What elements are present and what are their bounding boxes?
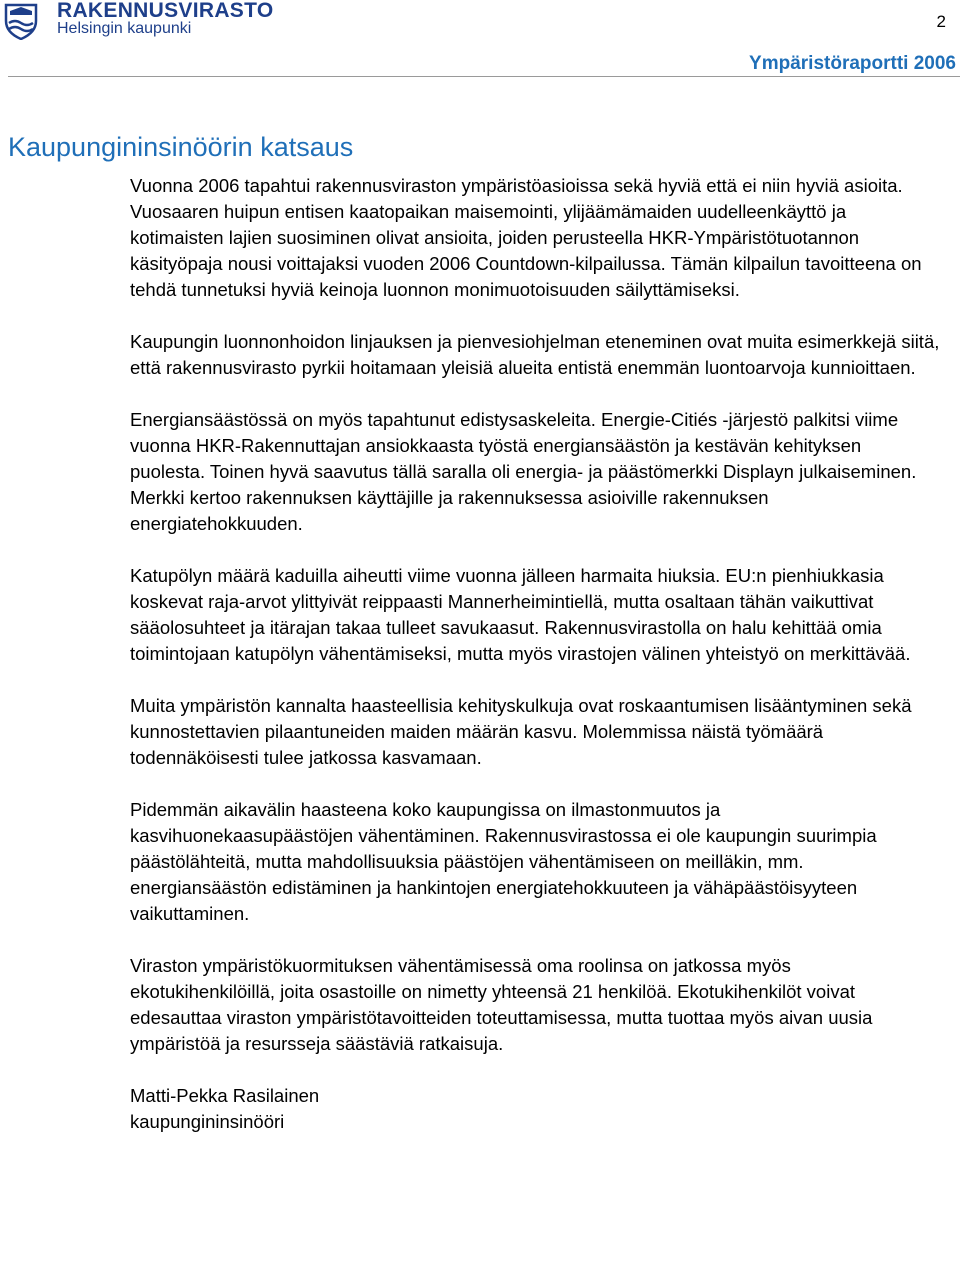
- organization-name: RAKENNUSVIRASTO: [57, 0, 274, 22]
- page-number: 2: [936, 12, 946, 31]
- paragraph: Pidemmän aikavälin haasteena koko kaupungissa on ilmastonmuutos ja kasvihuonekaasupäästöjen vähentäminen. Rakennusvirastossa ei ole kaupungin suurimpia päästölähteitä, mutta mahdollisuuksia päästöjen vähentämiseen on meilläkin, mm. energiansäästön edistäminen ja hankintojen energiatehokkuuteen ja vähäpäästöisyyteen vaikuttaminen.: [130, 799, 877, 924]
- article-body: [130, 173, 940, 1161]
- section-heading: Kaupungininsinöörin katsaus: [8, 132, 354, 162]
- signature-name: Matti-Pekka Rasilainen: [130, 1085, 320, 1106]
- paragraph: Vuonna 2006 tapahtui rakennusviraston ympäristöasioissa sekä hyviä että ei niin hyviä asioita. Vuosaaren huipun entisen kaatopaikan maisemointi, ylijäämämaiden uudelleenkäyttö ja kotimaisten lajien suosiminen olivat ansioita, joiden perusteella HKR-Ympäristötuotannon käsityöpaja nousi voittajaksi vuoden 2006 Countdown-kilpailussa. Tämän kilpailun tavoitteena on tehdä tunnetuksi hyviä keinoja luonnon monimuotoisuuden säilyttämiseksi.: [130, 175, 922, 300]
- organization-subtitle: Helsingin kaupunki: [57, 20, 192, 37]
- signature: [130, 1083, 940, 1135]
- signature-role: kaupungininsinööri: [130, 1111, 285, 1132]
- paragraph: Muita ympäristön kannalta haasteellisia kehityskulkuja ovat roskaantumisen lisääntyminen sekä kunnostettavien pilaantuneiden maiden määrän kasvu. Molemmissa näistä työmäärä todennäköisesti tulee jatkossa kasvamaan.: [130, 695, 912, 768]
- page-header: [0, 0, 960, 76]
- report-title: Ympäristöraportti 2006: [749, 53, 956, 74]
- paragraph: Katupölyn määrä kaduilla aiheutti viime vuonna jälleen harmaita hiuksia. EU:n pienhiukkasia koskevat raja-arvot ylittyivät reippaasti Mannerheimintiellä, mutta osaltaan tähän vaikuttivat sääolosuhteet ja itärajan takaa tulleet savukaasut. Rakennusvirastolla on halu kehittää omia toimintojaan katupölyn vähentämiseksi, mutta myös virastojen välinen yhteistyö on merkittävää.: [130, 565, 911, 664]
- helsinki-crest-icon: [4, 2, 38, 40]
- paragraph: Energiansäästössä on myös tapahtunut edistysaskeleita. Energie-Citiés -järjestö palkitsi viime vuonna HKR-Rakennuttajan ansiokkaasta työstä energiansäästön ja kestävän kehityksen puolesta. Toinen hyvä saavutus tällä saralla oli energia- ja päästömerkki Displayn julkaiseminen. Merkki kertoo rakennuksen käyttäjille ja rakennuksessa asioiville rakennuksen energiatehokkuuden.: [130, 409, 917, 534]
- header-divider: [8, 76, 960, 77]
- paragraph: Kaupungin luonnonhoidon linjauksen ja pienvesiohjelman eteneminen ovat muita esimerkkejä siitä, että rakennusvirasto pyrkii hoitamaan yleisiä alueita entistä enemmän luontoarvoja kunnioittaen.: [130, 331, 940, 378]
- paragraph: Viraston ympäristökuormituksen vähentämisessä oma roolinsa on jatkossa myös ekotukihenkilöillä, joita osastoille on nimetty yhteensä 21 henkilöä. Ekotukihenkilöt voivat edesauttaa viraston ympäristötavoitteiden toteuttamisessa, mutta tuottaa myös aivan uusia ympäristöä ja resursseja säästäviä ratkaisuja.: [130, 955, 873, 1054]
